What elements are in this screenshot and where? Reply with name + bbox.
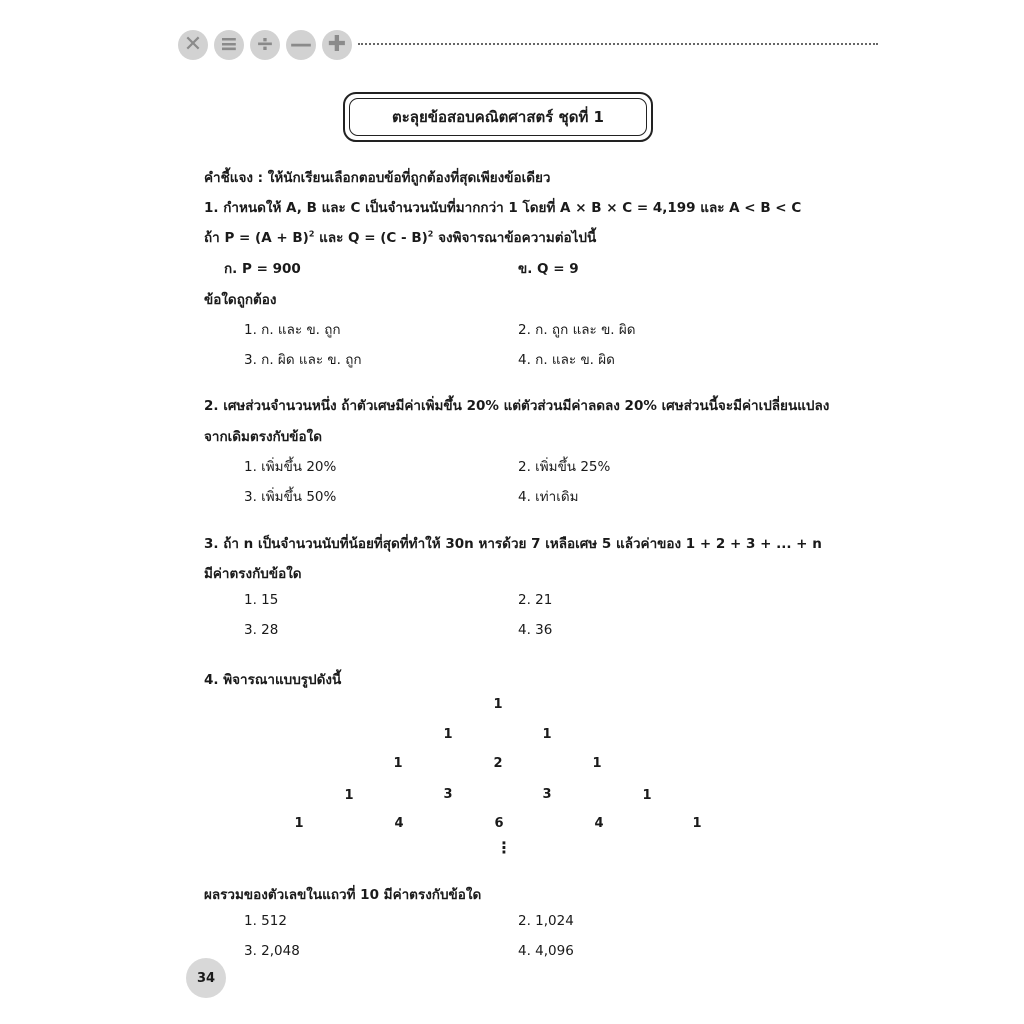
pattern-number: 6 [494,816,504,831]
q4-choice-3[interactable]: 3. 2,048 [244,943,300,959]
pattern-number: 1 [642,788,652,803]
q2-line2: จากเดิมตรงกับข้อใด [204,429,322,445]
minus-icon: — [286,30,316,60]
q3-choice-4[interactable]: 4. 36 [518,622,553,638]
pattern-number: 1 [443,727,453,742]
equals-icon: ≡ [214,30,244,60]
pattern-number: 4 [394,816,404,831]
page-number: 34 [186,958,226,998]
pattern-number: 1 [344,788,354,803]
pattern-number: 1 [692,816,702,831]
q2-line1: 2. เศษส่วนจำนวนหนึ่ง ถ้าตัวเศษมีค่าเพิ่มขึ้น 20% แต่ตัวส่วนมีค่าลดลง 20% เศษส่วนนี้จะมีค่าเปลี่ยนแปลง [204,398,830,414]
pattern-number: 1 [393,756,403,771]
multiply-icon: ✕ [178,30,208,60]
pattern-number: 3 [443,787,453,802]
pattern-number: 4 [594,816,604,831]
q1-choice-4[interactable]: 4. ก. และ ข. ผิด [518,352,615,368]
q1-line2: ถ้า $P = (A + B)^2$ และ Q = (C - B)$^2$ จงพิจารณาข้อความต่อไปนี้ [204,229,597,246]
q2-choice-4[interactable]: 4. เท่าเดิม [518,489,579,505]
divide-icon: ÷ [250,30,280,60]
instruction-text: คำชี้แจง : ให้นักเรียนเลือกตอบข้อที่ถูกต้องที่สุดเพียงข้อเดียว [204,170,551,186]
q1-statement-a: ก. P = 900 [224,261,301,277]
q3-choice-3[interactable]: 3. 28 [244,622,279,638]
pattern-number: 1 [592,756,602,771]
q1-choice-3[interactable]: 3. ก. ผิด และ ข. ถูก [244,352,362,368]
q1-statement-b: ข. Q = 9 [518,261,579,277]
q4-ask: ผลรวมของตัวเลขในแถวที่ 10 มีค่าตรงกับข้อใด [204,887,482,903]
q2-choice-2[interactable]: 2. เพิ่มขึ้น 25% [518,459,611,475]
pattern-number: 1 [294,816,304,831]
pattern-number: 1 [493,697,503,712]
pattern-number: 2 [493,756,503,771]
q1-choice-1[interactable]: 1. ก. และ ข. ถูก [244,322,341,338]
q4-line1: 4. พิจารณาแบบรูปดังนี้ [204,672,342,688]
pattern-number: 1 [542,727,552,742]
q3-line1: 3. ถ้า n เป็นจำนวนนับที่น้อยที่สุดที่ทำให้ 30n หารด้วย 7 เหลือเศษ 5 แล้วค่าของ 1 + 2 + 3 + ... + n [204,536,822,552]
page-title: ตะลุยข้อสอบคณิตศาสตร์ ชุดที่ 1 [349,98,647,136]
q3-choice-2[interactable]: 2. 21 [518,592,553,608]
q1-choice-2[interactable]: 2. ก. ถูก และ ข. ผิด [518,322,636,338]
math-symbol-icons [178,30,352,60]
q1-line1: 1. กำหนดให้ A, B และ C เป็นจำนวนนับที่มากกว่า 1 โดยที่ A × B × C = 4,199 และ A < B < C [204,200,802,216]
q3-line2: มีค่าตรงกับข้อใด [204,566,302,582]
q1-ask: ข้อใดถูกต้อง [204,292,277,308]
q3-choice-1[interactable]: 1. 15 [244,592,279,608]
title-box [343,92,653,142]
pattern-ellipsis: ⋮ [496,838,512,857]
q4-choice-4[interactable]: 4. 4,096 [518,943,574,959]
header-dotted-line [358,43,878,45]
q2-choice-3[interactable]: 3. เพิ่มขึ้น 50% [244,489,337,505]
plus-icon: ✚ [322,30,352,60]
q4-choice-1[interactable]: 1. 512 [244,913,287,929]
q2-choice-1[interactable]: 1. เพิ่มขึ้น 20% [244,459,337,475]
pattern-number: 3 [542,787,552,802]
q4-choice-2[interactable]: 2. 1,024 [518,913,574,929]
